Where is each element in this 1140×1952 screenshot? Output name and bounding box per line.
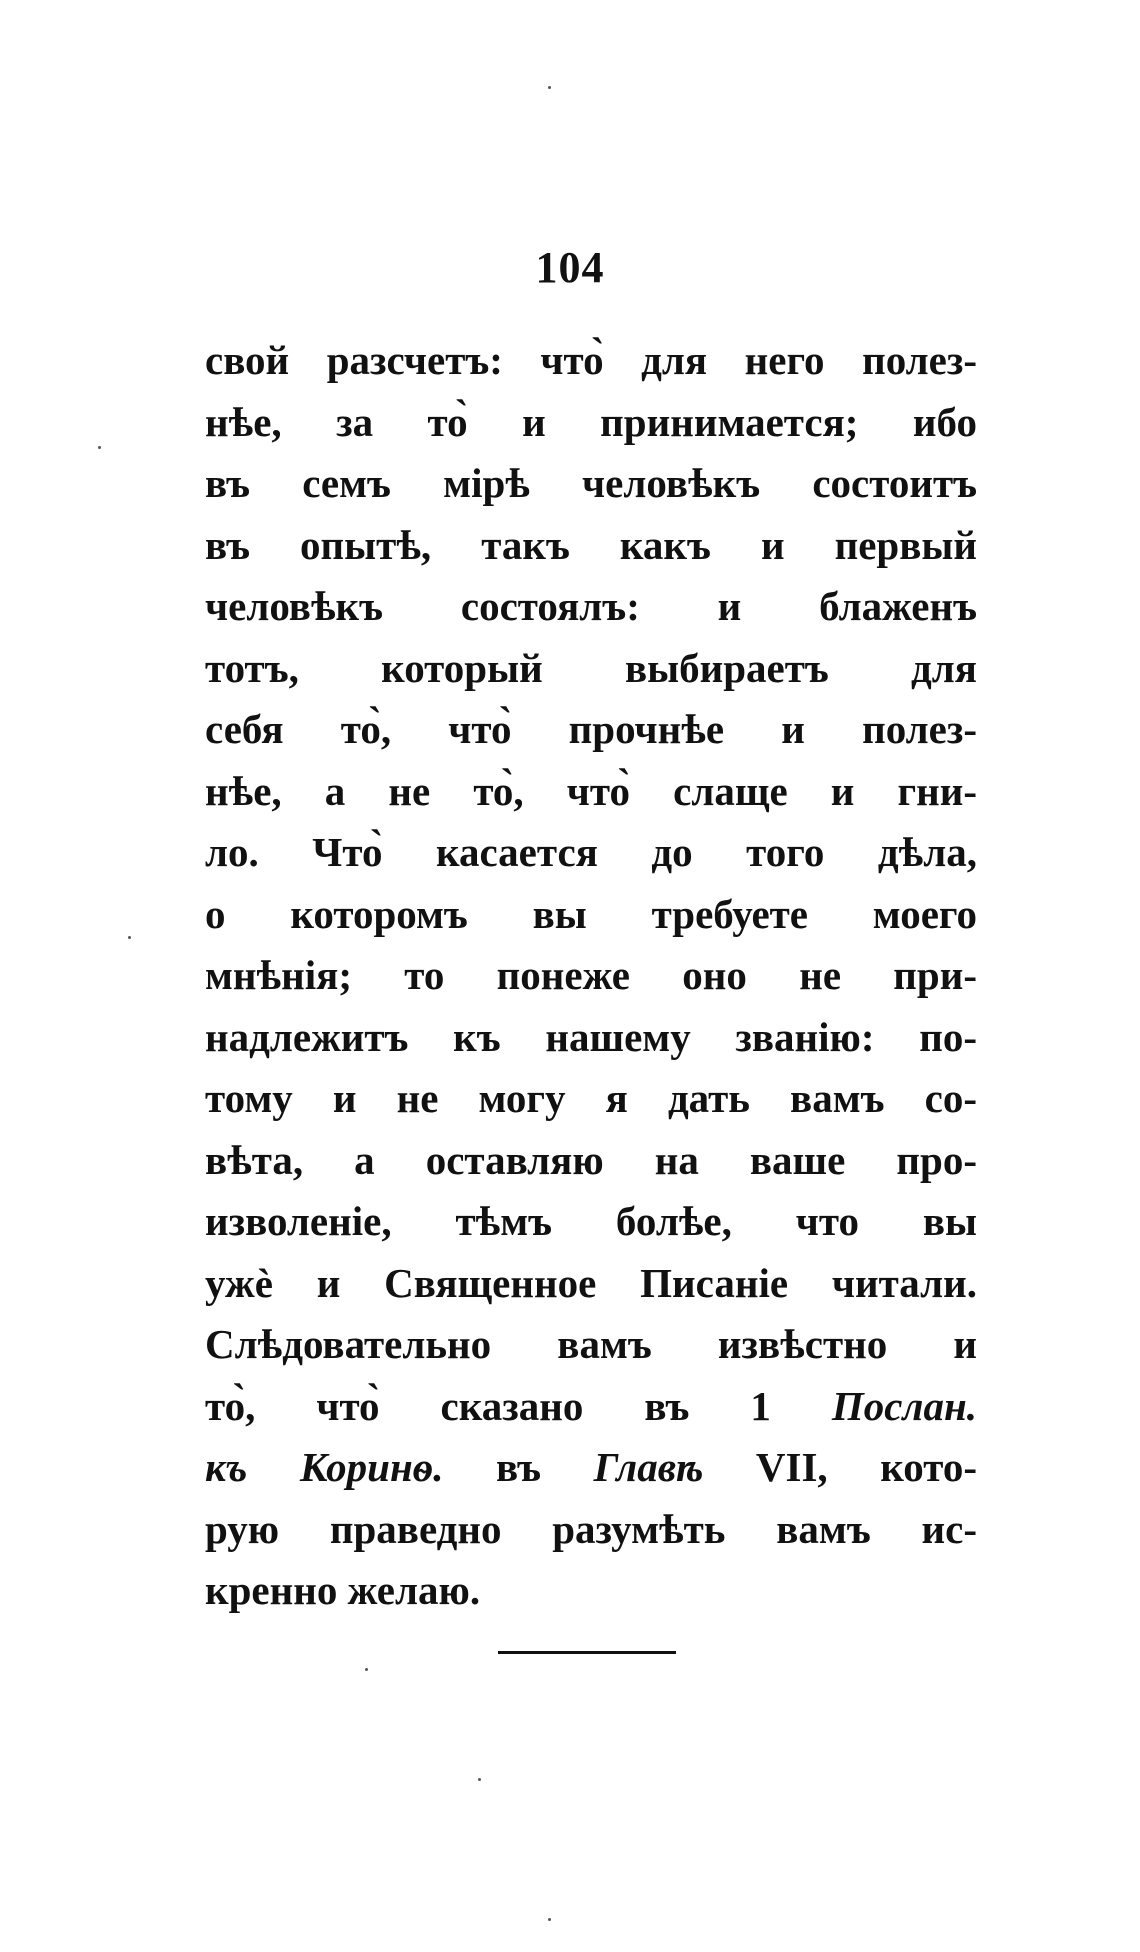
print-speck: [98, 446, 101, 449]
text-line: кренно желаю.: [205, 1567, 481, 1613]
text-segment: VII, кото-: [703, 1444, 977, 1490]
text-line: [205, 1437, 977, 1499]
text-line: изволеніе, тѣмъ болѣе, что вы: [205, 1198, 977, 1244]
print-speck: [365, 1668, 368, 1671]
text-line: рую праведно разумѣть вамъ ис-: [205, 1505, 977, 1552]
text-segment: въ: [443, 1444, 594, 1490]
text-line: тотъ, который выбираетъ для: [205, 644, 977, 691]
print-speck: [548, 1918, 551, 1921]
text-line: свой разсчетъ: что̀ для него полез-: [205, 337, 977, 383]
section-divider: [498, 1651, 676, 1654]
text-line: нѣе, за то̀ и принимается; ибо: [205, 398, 977, 445]
text-line: надлежитъ къ нашему званію: по-: [205, 1013, 977, 1060]
text-line: ужè и Священное Писаніе читали.: [205, 1259, 977, 1306]
text-line: въ семъ мірѣ человѣкъ состоитъ: [205, 460, 977, 506]
text-line: въ опытѣ, такъ какъ и первый: [205, 521, 977, 568]
text-line: себя то̀, что̀ прочнѣе и полез-: [205, 706, 977, 752]
text-line: Слѣдовательно вамъ извѣстно и: [205, 1321, 977, 1367]
text-line: вѣта, а оставляю на ваше про-: [205, 1136, 977, 1183]
text-line: нѣе, а не то̀, что̀ слаще и гни-: [205, 767, 977, 814]
text-line: о которомъ вы требуете моего: [205, 890, 977, 937]
text-line: человѣкъ состоялъ: и блаженъ: [205, 583, 977, 629]
print-speck: [128, 936, 131, 939]
text-line: [205, 1376, 977, 1438]
print-speck: [478, 1778, 481, 1781]
italic-reference: Главѣ: [593, 1444, 704, 1490]
italic-reference: Послан.: [831, 1382, 977, 1429]
text-line: ло. Что̀ касается до того дѣла,: [205, 829, 977, 875]
page-number: 104: [535, 243, 605, 292]
text-line: тому и не могу я дать вамъ со-: [205, 1075, 977, 1121]
italic-reference: къ Коринѳ.: [205, 1444, 444, 1490]
print-speck: [548, 86, 551, 89]
body-text: [205, 330, 977, 1622]
text-segment: то̀, что̀ сказано въ 1: [205, 1382, 832, 1429]
text-line: мнѣнія; то понеже оно не при-: [205, 952, 977, 998]
